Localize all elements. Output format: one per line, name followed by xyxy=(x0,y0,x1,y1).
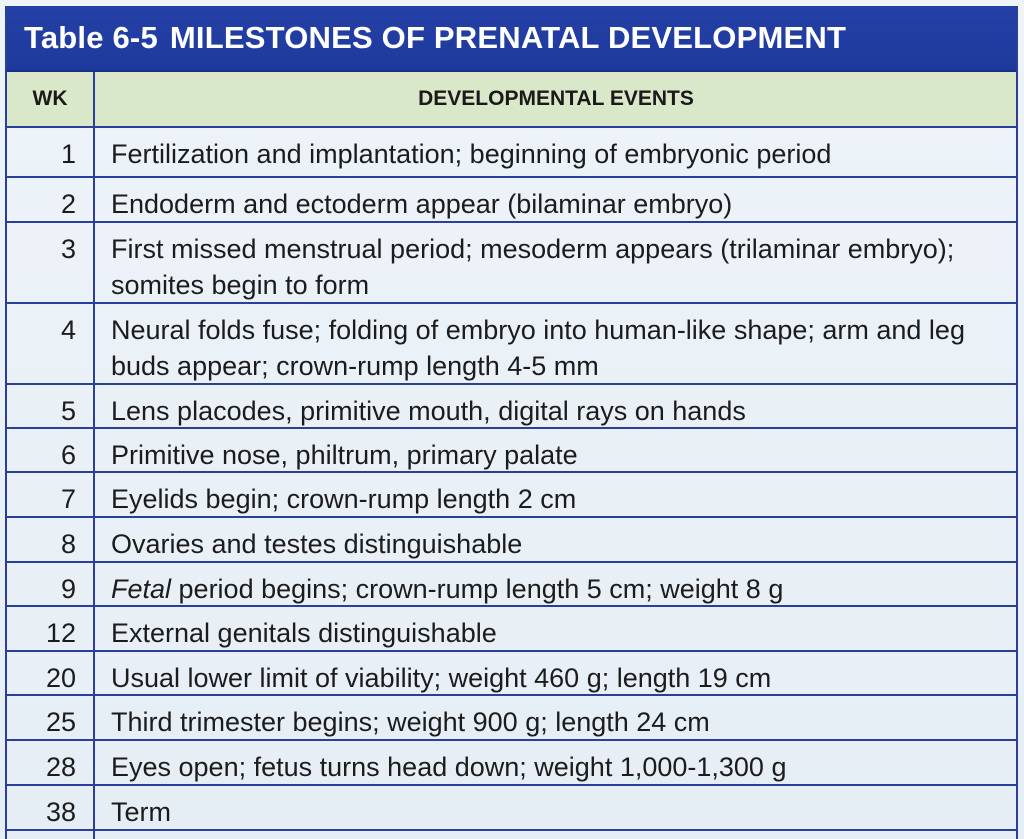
table-row xyxy=(6,385,1018,429)
table-title-text: MILESTONES OF PRENATAL DEVELOPMENT xyxy=(169,20,847,55)
table-row xyxy=(6,696,1018,741)
row-event: Eyes open; fetus turns head down; weight 1,000-1,300 g xyxy=(111,752,787,782)
row-event xyxy=(111,563,1006,607)
table-row xyxy=(6,128,1018,178)
table-row xyxy=(6,652,1018,696)
row-wk: 12 xyxy=(45,618,76,648)
table-row xyxy=(6,741,1018,786)
table-header-row xyxy=(6,72,1018,128)
row-wk: 4 xyxy=(60,315,76,345)
row-wk: 6 xyxy=(60,440,76,470)
header-wk: WK xyxy=(32,87,68,110)
row-wk: 3 xyxy=(60,234,76,264)
row-event-italic: Fetal xyxy=(111,574,172,604)
table-row xyxy=(6,178,1018,223)
table-row xyxy=(6,429,1018,473)
table-row xyxy=(6,786,1018,831)
row-event-rest: period begins; crown-rump length 5 cm; weight 8 g xyxy=(171,574,784,604)
row-event: Usual lower limit of viability; weight 460 g; length 19 cm xyxy=(111,663,772,693)
table-row xyxy=(6,223,1018,304)
table-row xyxy=(6,304,1018,385)
row-event: Lens placodes, primitive mouth, digital rays on hands xyxy=(111,396,746,426)
row-wk: 7 xyxy=(60,484,76,514)
row-event: Term xyxy=(111,797,171,827)
row-wk: 38 xyxy=(45,797,76,827)
row-event: Primitive nose, philtrum, primary palate xyxy=(111,440,578,470)
row-wk: 9 xyxy=(60,574,76,604)
row-event: Fertilization and implantation; beginning of embryonic period xyxy=(111,139,832,169)
row-event: Ovaries and testes distinguishable xyxy=(111,529,523,559)
header-developmental-events: DEVELOPMENTAL EVENTS xyxy=(418,87,694,110)
row-wk: 1 xyxy=(60,139,76,169)
row-event: First missed menstrual period; mesoderm appears (trilaminar embryo); somites begin to form xyxy=(111,234,955,300)
row-event: Third trimester begins; weight 900 g; length 24 cm xyxy=(111,707,710,737)
row-event: Endoderm and ectoderm appear (bilaminar embryo) xyxy=(111,189,733,219)
table-row xyxy=(6,473,1018,518)
row-wk: 25 xyxy=(45,707,76,737)
row-event: Eyelids begin; crown-rump length 2 cm xyxy=(111,484,577,514)
row-wk: 2 xyxy=(60,189,76,219)
table-row xyxy=(6,518,1018,563)
table-number: Table 6-5 xyxy=(24,20,158,55)
row-wk: 28 xyxy=(45,752,76,782)
table-title xyxy=(24,20,846,56)
row-wk: 20 xyxy=(45,663,76,693)
row-wk: 5 xyxy=(60,396,76,426)
row-wk: 8 xyxy=(60,529,76,559)
table-row xyxy=(6,607,1018,652)
table-title-bar xyxy=(6,6,1018,72)
table-row xyxy=(6,563,1018,607)
row-event: External genitals distinguishable xyxy=(111,618,497,648)
row-event: Neural folds fuse; folding of embryo into human-like shape; arm and leg buds appear; crown-rump length 4-5 mm xyxy=(111,315,965,381)
